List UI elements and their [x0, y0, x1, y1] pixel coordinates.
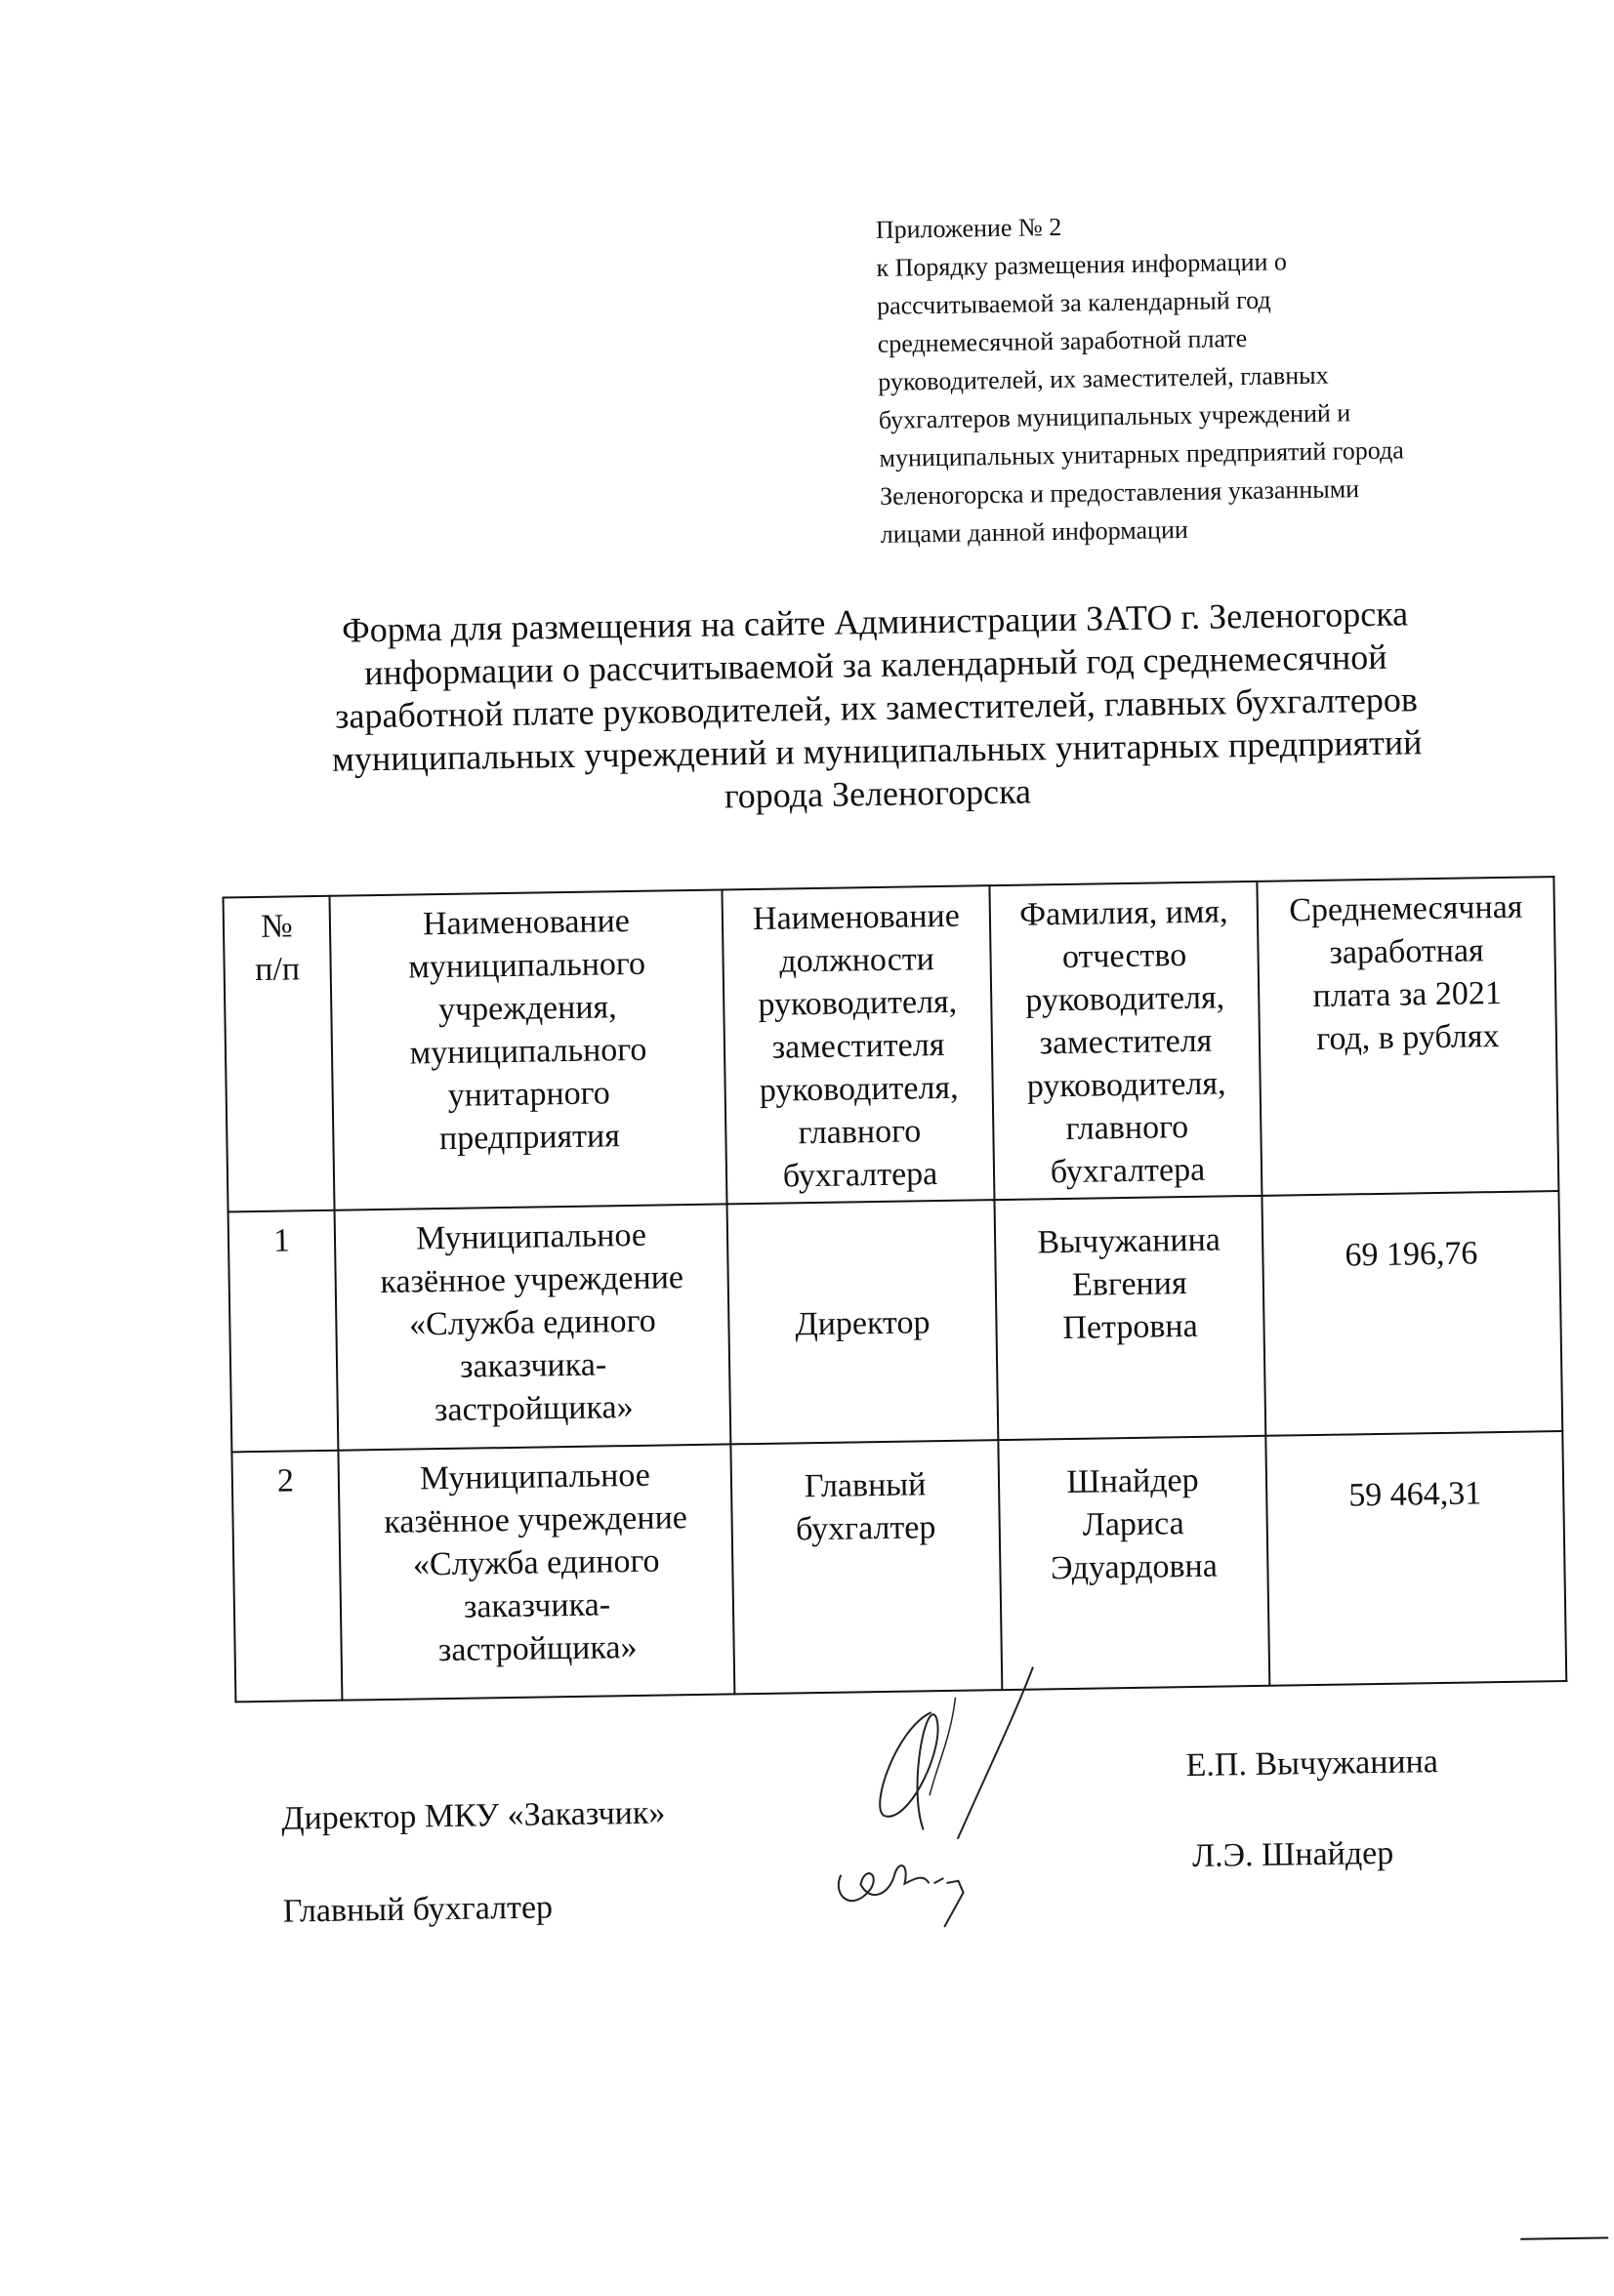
- appendix-line: рассчитываемой за календарный год: [876, 285, 1271, 320]
- form-title-line: города Зеленогорска: [724, 771, 1032, 816]
- director-name: Е.П. Вычужанина: [1185, 1743, 1439, 1784]
- director-title: Директор МКУ «Заказчик»: [281, 1794, 666, 1837]
- form-title-line: муниципальных учреждений и муниципальных унитарных предприятий: [331, 722, 1423, 779]
- cell-number: 2: [231, 1451, 342, 1702]
- header-institution: Наименование муниципального учреждения, муниципального унитарного предприятия: [329, 889, 726, 1210]
- form-title-line: Форма для размещения на сайте Администрации ЗАТО г. Зеленогорска: [341, 594, 1409, 650]
- appendix-line: среднемесячной заработной плате: [877, 323, 1248, 358]
- cell-full-name: Вычужанина Евгения Петровна: [994, 1196, 1265, 1440]
- page-edge-mark: [1520, 2236, 1608, 2239]
- cell-institution: Муниципальное казённое учреждение «Служба единого заказчика- застройщика»: [335, 1204, 731, 1450]
- table-row: [228, 1191, 1563, 1452]
- cell-number: 1: [228, 1210, 339, 1453]
- accountant-signature-icon: [831, 1833, 1028, 1944]
- accountant-name: Л.Э. Шнайдер: [1191, 1834, 1394, 1875]
- cell-salary: 69 196,76: [1262, 1191, 1562, 1436]
- appendix-header: [876, 201, 1506, 554]
- cell-salary: 59 464,31: [1265, 1431, 1566, 1686]
- appendix-line: муниципальных унитарных предприятий города: [879, 435, 1404, 472]
- form-title-line: информации о рассчитываемой за календарный год среднемесячной: [363, 636, 1387, 693]
- header-position: Наименование должности руководителя, заместителя руководителя, главного бухгалтера: [722, 885, 994, 1204]
- appendix-line: к Порядку размещения информации о: [876, 247, 1288, 282]
- cell-position: Директор: [727, 1200, 999, 1444]
- appendix-line: бухгалтеров муниципальных учреждений и: [878, 398, 1351, 434]
- header-full-name: Фамилия, имя, отчество руководителя, заместителя руководителя, главного бухгалтера: [989, 882, 1262, 1200]
- appendix-line: Зеленогорска и предоставления указанными: [879, 474, 1360, 511]
- form-title-line: заработной плате руководителей, их заместителей, главных бухгалтеров: [334, 679, 1419, 736]
- form-title: [274, 591, 1478, 824]
- appendix-line: руководителей, их заместителей, главных: [878, 360, 1329, 396]
- accountant-title: Главный бухгалтер: [282, 1889, 554, 1930]
- table-header-row: [224, 877, 1559, 1211]
- cell-position: Главный бухгалтер: [730, 1440, 1002, 1694]
- salary-table: [222, 876, 1567, 1702]
- header-salary: Среднемесячная заработная плата за 2021 год, в рублях: [1257, 877, 1558, 1196]
- cell-full-name: Шнайдер Лариса Эдуардовна: [998, 1436, 1269, 1690]
- header-number: № п/п: [224, 896, 335, 1212]
- appendix-line: лицами данной информации: [880, 514, 1189, 549]
- appendix-line: Приложение № 2: [875, 212, 1062, 244]
- cell-institution: Муниципальное казённое учреждение «Служба единого заказчика- застройщика»: [338, 1444, 734, 1700]
